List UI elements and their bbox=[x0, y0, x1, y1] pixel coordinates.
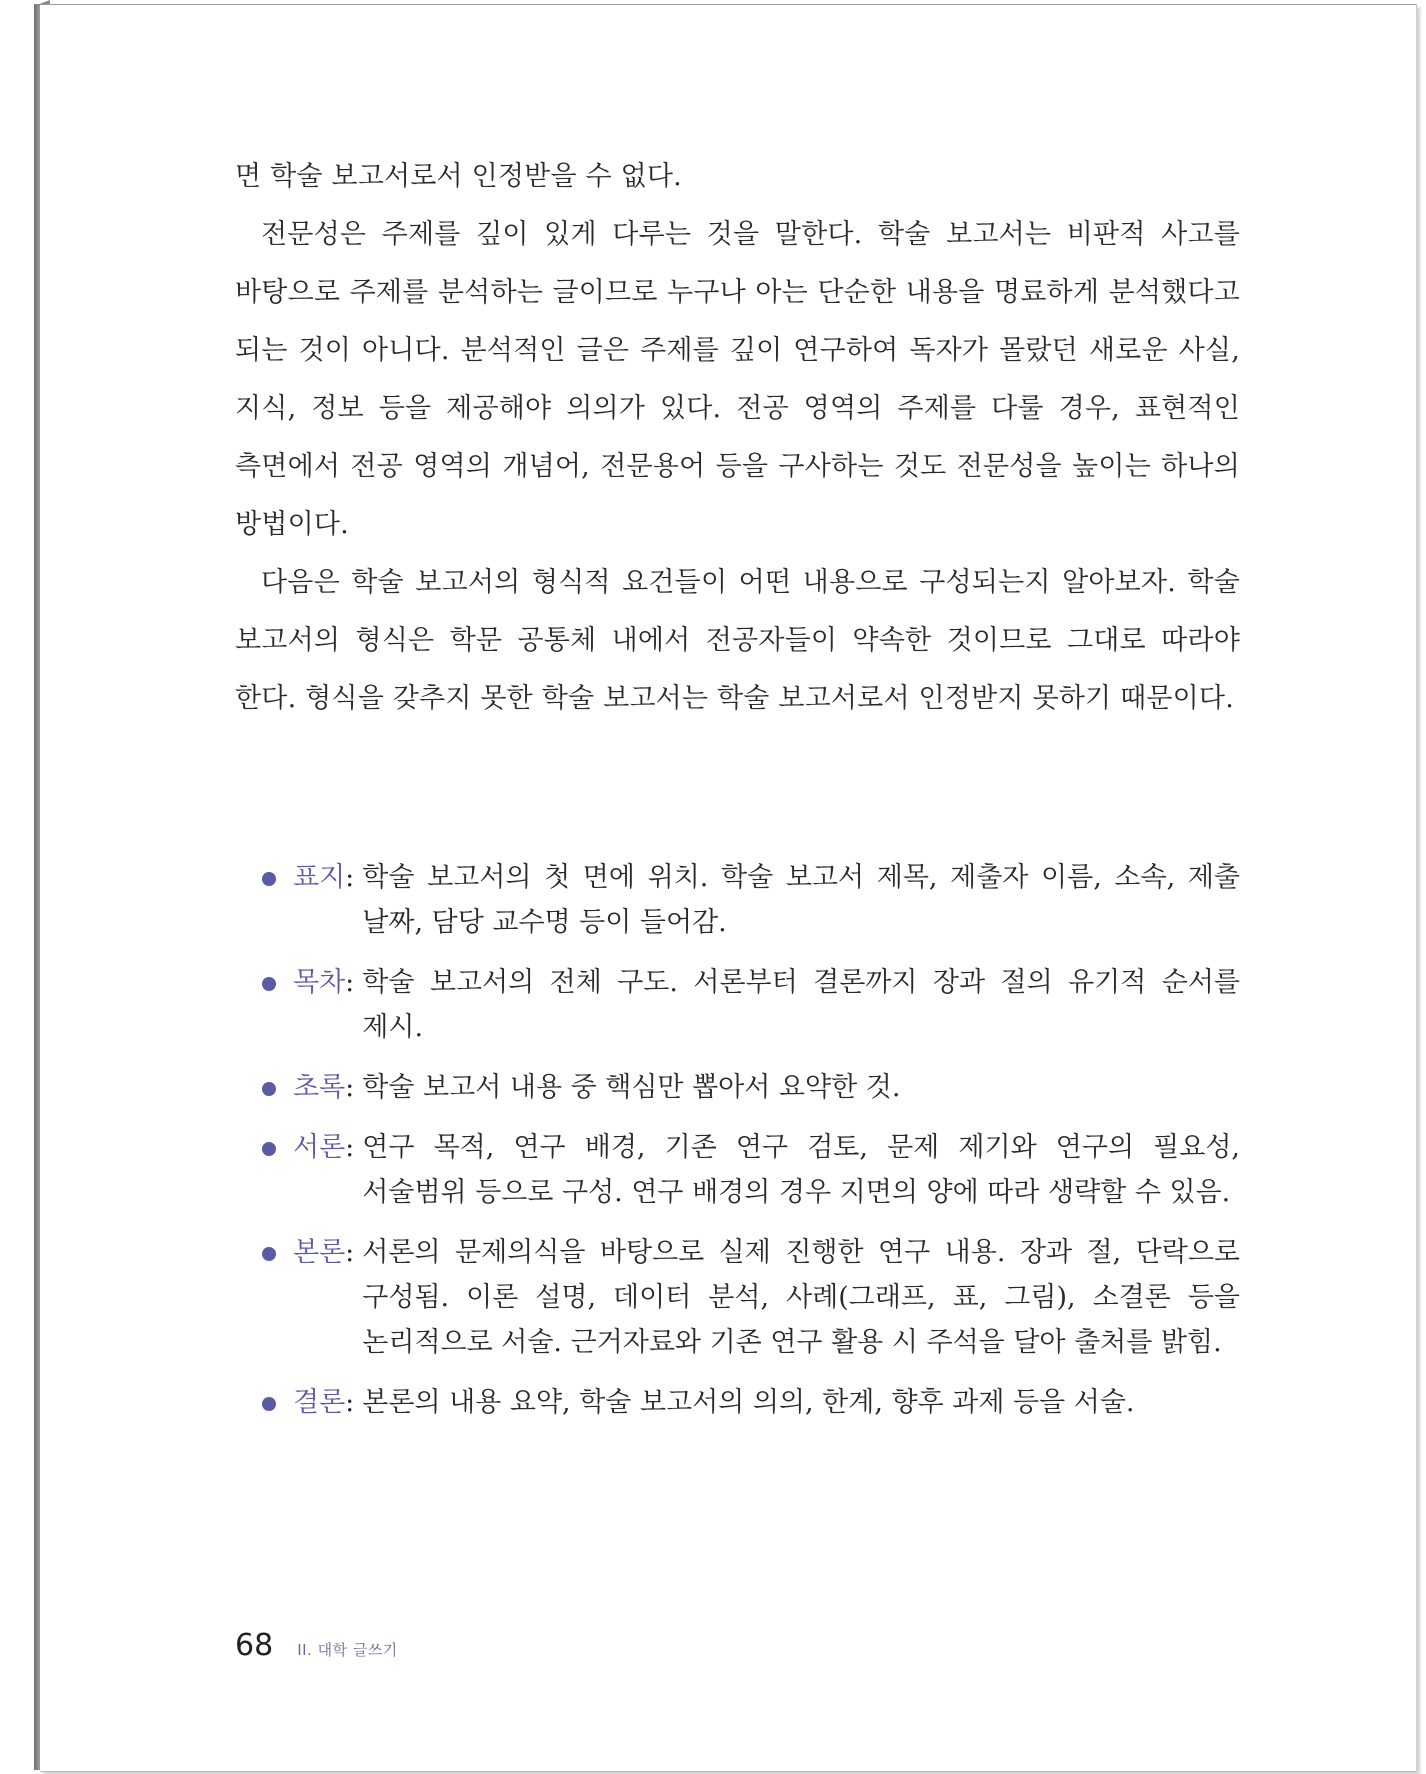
item-colon: : bbox=[345, 1072, 355, 1103]
item-term: 초록 bbox=[293, 1072, 346, 1103]
bullet-icon bbox=[262, 872, 276, 886]
paragraph: 전문성은 주제를 깊이 있게 다루는 것을 말한다. 학술 보고서는 비판적 사고를 바탕으로 주제를 분석하는 글이므로 누구나 아는 단순한 내용을 명료하게 분석했다고 되는 것이 아니다. 분석적인 글은 주제를 깊이 연구하여 독자가 몰랐던 새로운 사실, 지식, 정보 등을 제공해야 의의가 있다. 전공 영역의 주제를 다룰 경우, 표현적인 측면에서 전공 영역의 개념어, 전문용어 등을 구사하는 것도 전문성을 높이는 하나의 방법이다. bbox=[235, 219, 1240, 540]
format-requirements-list bbox=[262, 855, 1240, 1440]
page-number: 68 bbox=[235, 1628, 274, 1663]
item-description: 연구 목적, 연구 배경, 기존 연구 검토, 문제 제기와 연구의 필요성, 서술범위 등으로 구성. 연구 배경의 경우 지면의 양에 따라 생략할 수 있음. bbox=[362, 1132, 1240, 1208]
bullet-icon bbox=[262, 1082, 276, 1096]
list-item bbox=[262, 1065, 1240, 1110]
item-term-wrap bbox=[293, 960, 362, 1050]
item-description: 학술 보고서의 첫 면에 위치. 학술 보고서 제목, 제출자 이름, 소속, 제출 날짜, 담당 교수명 등이 들어감. bbox=[362, 862, 1240, 938]
list-item bbox=[262, 1380, 1240, 1425]
bullet-icon bbox=[262, 1142, 276, 1156]
list-item bbox=[262, 855, 1240, 945]
item-term-wrap bbox=[293, 855, 362, 945]
item-term: 표지 bbox=[293, 862, 346, 893]
item-term: 결론 bbox=[293, 1387, 346, 1418]
item-description: 서론의 문제의식을 바탕으로 실제 진행한 연구 내용. 장과 절, 단락으로 구성됨. 이론 설명, 데이터 분석, 사례(그래프, 표, 그림), 소결론 등을 논리적으로 서술. 근거자료와 기존 연구 활용 시 주석을 달아 출처를 밝힘. bbox=[362, 1237, 1240, 1358]
item-term-wrap bbox=[293, 1380, 362, 1425]
chapter-label: II. 대학 글쓰기 bbox=[297, 1641, 398, 1659]
list-item bbox=[262, 960, 1240, 1050]
page-footer bbox=[235, 1628, 398, 1663]
item-term: 목차 bbox=[293, 967, 346, 998]
list-item bbox=[262, 1230, 1240, 1365]
paragraph: 다음은 학술 보고서의 형식적 요건들이 어떤 내용으로 구성되는지 알아보자. 학술 보고서의 형식은 학문 공통체 내에서 전공자들이 약속한 것이므로 그대로 따라야 한다. 형식을 갖추지 못한 학술 보고서는 학술 보고서로서 인정받지 못하기 때문이다. bbox=[235, 567, 1240, 714]
item-term: 서론 bbox=[293, 1132, 346, 1163]
item-colon: : bbox=[345, 862, 355, 893]
body-text bbox=[235, 148, 1240, 728]
item-colon: : bbox=[345, 1237, 355, 1268]
item-colon: : bbox=[345, 1132, 355, 1163]
list-item bbox=[262, 1125, 1240, 1215]
item-term: 본론 bbox=[293, 1237, 346, 1268]
item-description: 학술 보고서 내용 중 핵심만 뽑아서 요약한 것. bbox=[362, 1072, 901, 1103]
item-colon: : bbox=[345, 1387, 355, 1418]
item-term-wrap bbox=[293, 1125, 362, 1215]
bullet-icon bbox=[262, 977, 276, 991]
item-term-wrap bbox=[293, 1065, 362, 1110]
item-term-wrap bbox=[293, 1230, 362, 1365]
item-description: 학술 보고서의 전체 구도. 서론부터 결론까지 장과 절의 유기적 순서를 제시. bbox=[362, 967, 1240, 1043]
item-description: 본론의 내용 요약, 학술 보고서의 의의, 한계, 향후 과제 등을 서술. bbox=[362, 1387, 1135, 1418]
bullet-icon bbox=[262, 1247, 276, 1261]
paragraph: 면 학술 보고서로서 인정받을 수 없다. bbox=[235, 161, 682, 192]
item-colon: : bbox=[345, 967, 355, 998]
bullet-icon bbox=[262, 1397, 276, 1411]
